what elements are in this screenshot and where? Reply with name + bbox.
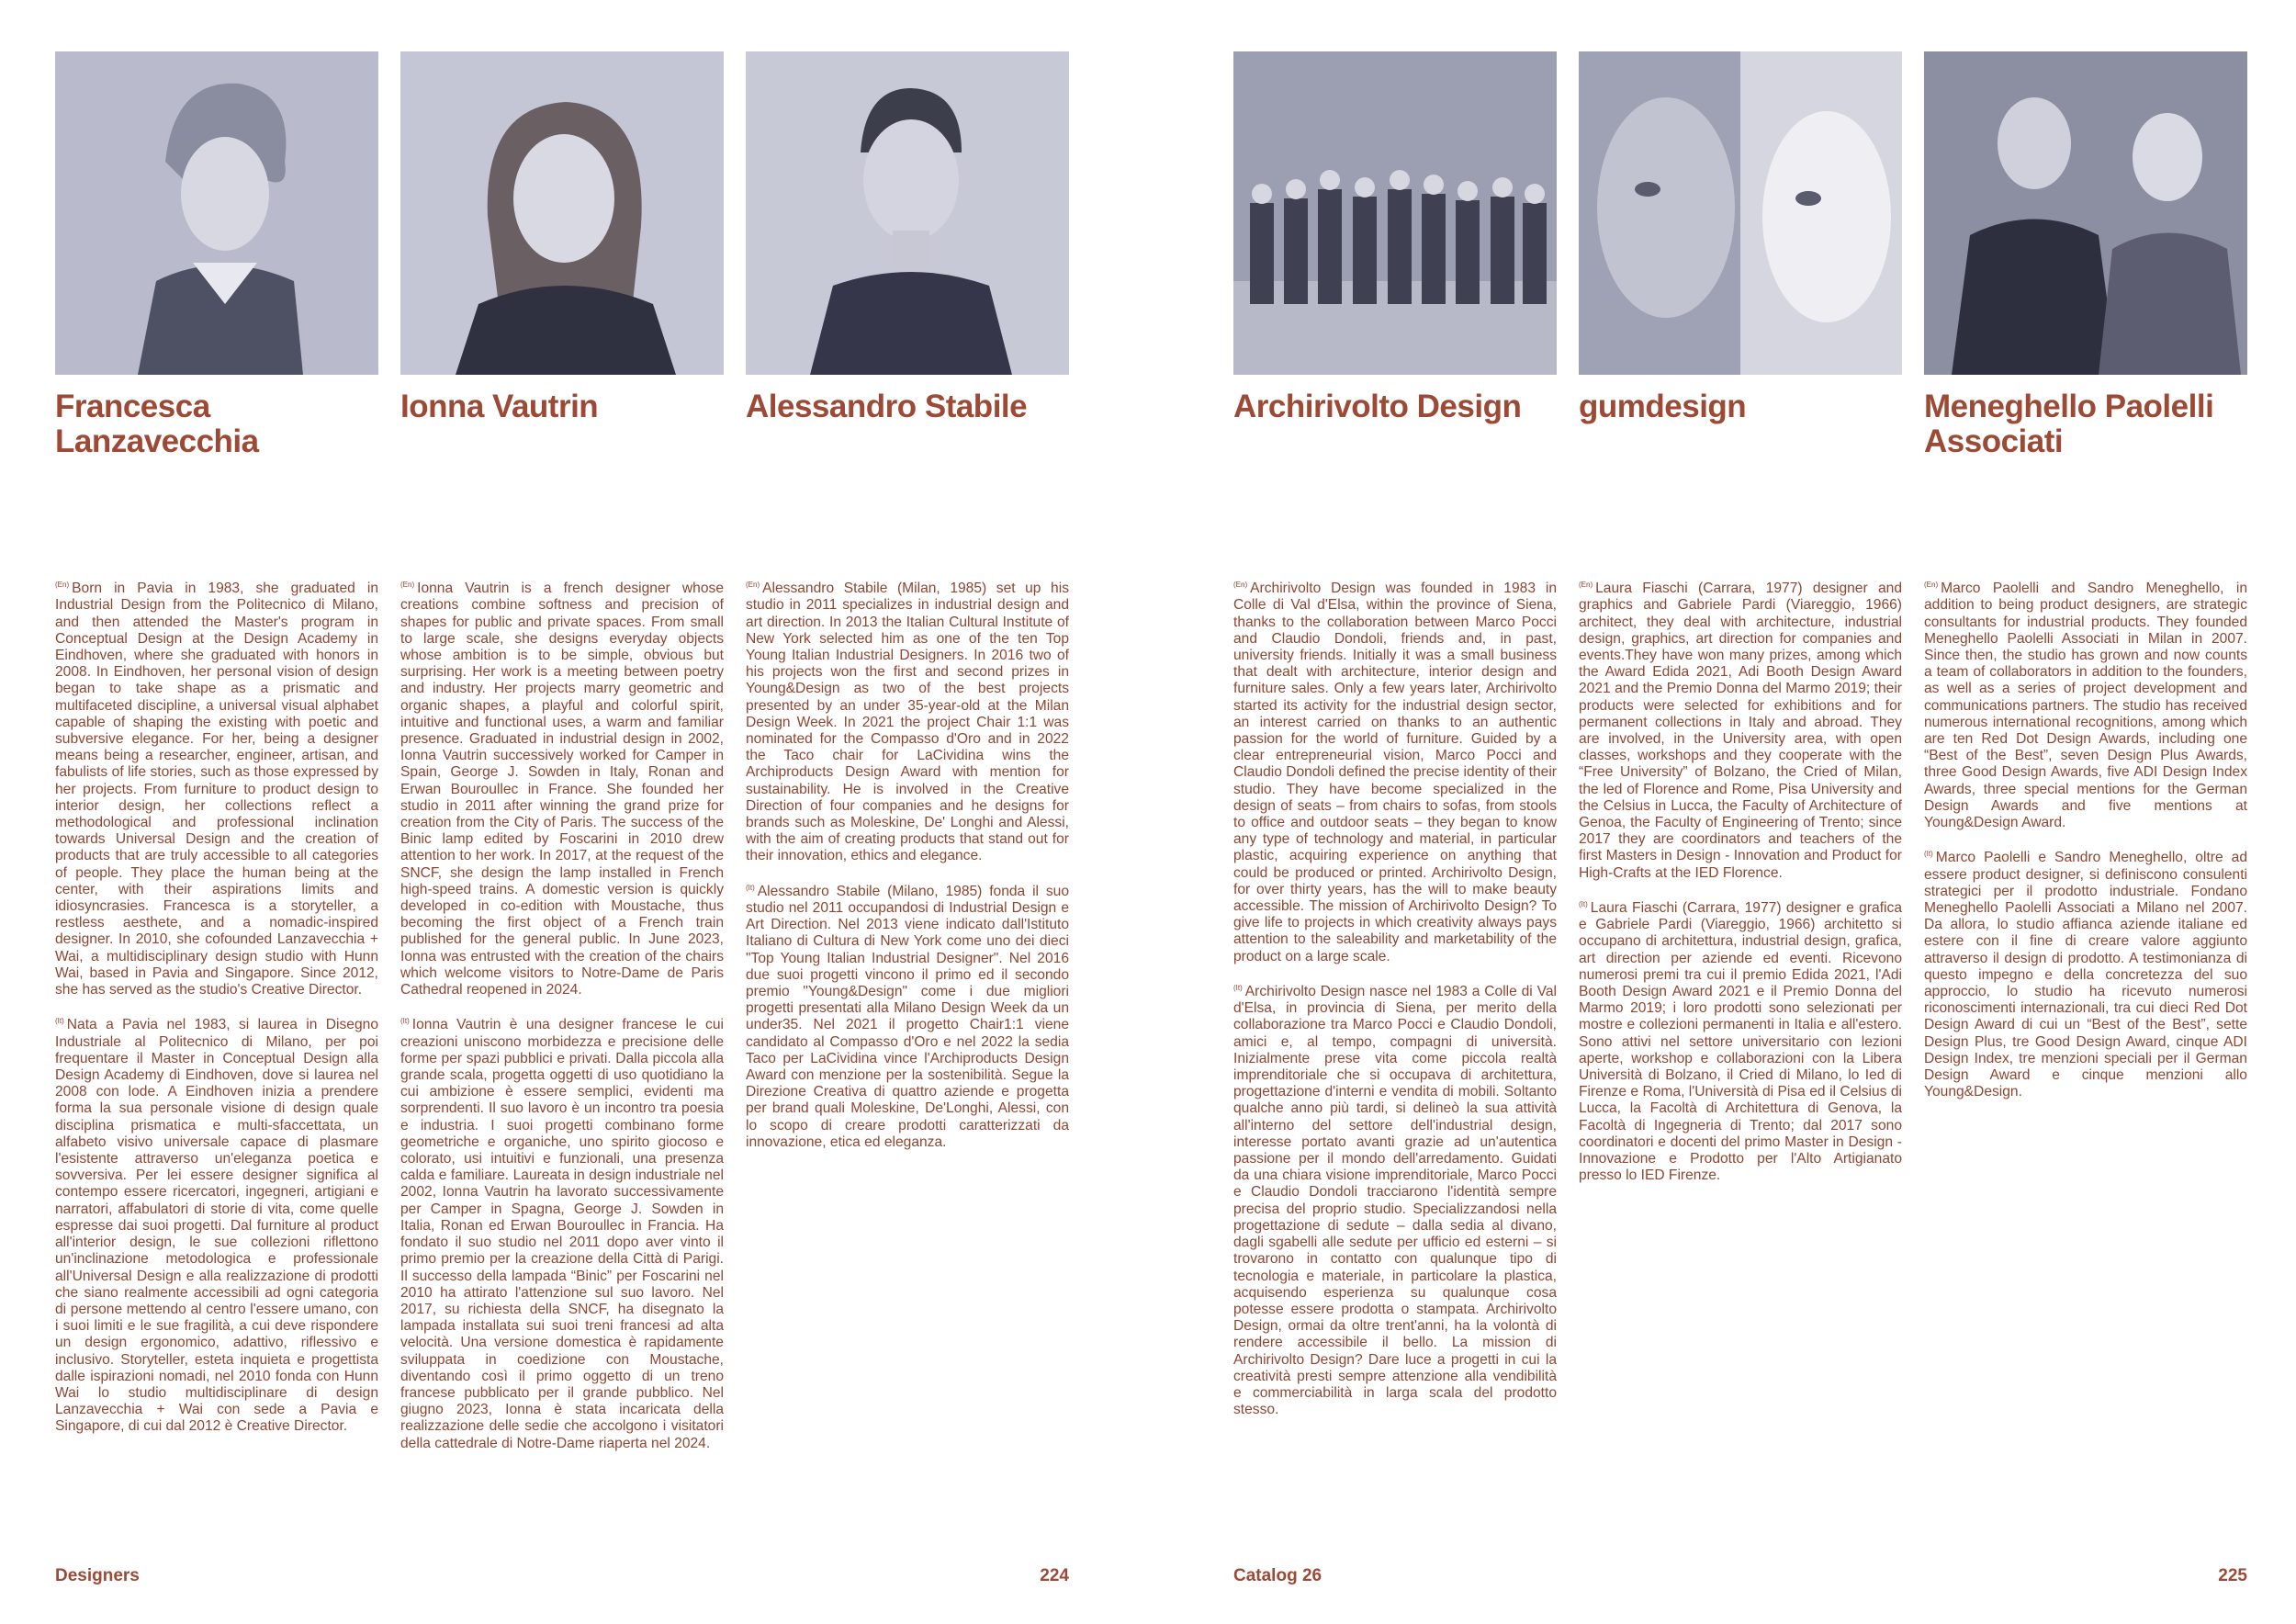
lang-tag-en: (En)	[746, 581, 760, 589]
footer-page-number-right: 225	[2218, 1566, 2247, 1585]
designer-bio	[746, 577, 1069, 1166]
bio-english: Archirivolto Design was founded in 1983 in Colle di Val d'Elsa, within the province of Siena, thanks to the collaboration between Marco Pocci and Claudio Dondoli, friends and, in past, university friends. Initially it was a small business that dealt with architecture, interior design and furniture sales. Only a few years later, Archirivolto started its activity for the industrial design sector, an interest carried on thanks to an authentic passion for the world of furniture. Guided by a clear entrepreneurial vision, Marco Pocci and Claudio Dondoli defined the precise identity of their studio. They have become specialized in the design of seats – from chairs to sofas, from stools to office and outdoor seats – they began to know any type of technology and material, in particular plastic, acquiring experience on anything that could be produced or printed. Archirivolto Design, for over thirty years, has the will to make beauty accessible. The mission of Archirivolto Design? To give life to projects in which creativity always pays attention to the saleability and marketability of the product on a large scale.	[1233, 581, 1557, 964]
footer-page-number-left: 224	[1040, 1566, 1069, 1585]
lang-tag-en: (En)	[1233, 581, 1248, 589]
francesca-lanzavecchia-photo	[55, 51, 378, 375]
bio-english: Laura Fiaschi (Carrara, 1977) designer and graphics and Gabriele Pardi (Viareggio, 1966) architect, they deal with architecture, industrial design, graphics, art direction for companies and events.They have won many prizes, among which the Award Edida 2021, Adi Booth Design Award 2021 and the Premio Donna del Marmo 2019; their products were selected for exhibitions and for permanent collections in Italy and abroad. They are involved, in the University area, with open classes, workshops and they cooperate with the “Free University” of Bolzano, the Cried of Milan, the led of Florence and Rome, Pisa University and the Celsius in Lucca, the Faculty of Architecture of Genoa, the Faculty of Engineering of Trento; since 2017 they are coordinators and teachers of the first Masters in Design - Innovation and Product for High-Crafts at the IED Florence.	[1579, 581, 1902, 881]
lang-tag-it: (It)	[1233, 983, 1243, 992]
alessandro-stabile-photo	[746, 51, 1069, 375]
footer-section-label-left: Designers	[55, 1566, 140, 1585]
bio-italian: Nata a Pavia nel 1983, si laurea in Disegno Industriale al Politecnico di Milano, per poi frequentare il Master in Conceptual Design alla Design Academy di Eindhoven, dove si laurea nel 2008 con lode. A Eindhoven inizia a prendere forma la sua personale visione di design quale disciplina prismatica e multi-sfaccettata, un alfabeto visivo universale capace di plasmare l'esistente attraverso un'eleganza poetica e sovversiva. Per lei essere designer significa al contempo essere ricercatori, ingegneri, artigiani e narratori, affabulatori di storie di vita, come quelle espresse dai suoi progetti. Dal furniture al product all'interior design, le sue collezioni riflettono un'inclinazione metodologica e professionale all'Universal Design e alla realizzazione di prodotti che siano realmente accessibili ad ogni categoria di persone mettendo al centro l'essere umano, con i suoi limiti e le sue fragilità, a cui deve rispondere un design ergonomico, adattivo, riflessivo e inclusivo. Storyteller, esteta inquieta e progettista dalle ispirazioni nomadi, nel 2010 fonda con Hunn Wai lo studio multidisciplinare di design Lanzavecchia + Wai con sede a Pavia e Singapore, di cui dal 2012 è Creative Director.	[55, 1017, 378, 1435]
designer-name: gumdesign	[1579, 389, 1747, 424]
designer-bio	[1579, 577, 1902, 1199]
bio-italian: Laura Fiaschi (Carrara, 1977) designer e grafica e Gabriele Pardi (Viareggio, 1966) architetto si occupano di architettura, industrial design, grafica, art direction per aziende ed eventi. Ricevono numerosi premi tra cui il premio Edida 2021, l'Adi Booth Design Award 2021 e il Premio Donna del Marmo 2019; i loro prodotti sono selezionati per mostre e collezioni permanenti in Italia e all'estero. Sono attivi nel settore universitario con lezioni aperte, workshop e collaborazioni con la Libera Università di Bolzano, il Cried di Milano, lo Ied di Firenze e Roma, l'Università di Pisa ed il Celsius di Lucca, la Facoltà di Architettura di Genova, la Facoltà di Ingegneria di Trento; dal 2017 sono coordinatori e docenti del primo Master in Design - Innovazione e Prodotto per l'Alto Artigianato presso lo IED Firenze.	[1579, 900, 1902, 1184]
designer-name: Meneghello Paolelli Associati	[1924, 389, 2214, 459]
designer-column-ionna-vautrin	[400, 51, 724, 1451]
lang-tag-it: (It)	[1924, 850, 1933, 859]
designer-bio	[1924, 577, 2247, 1115]
gumdesign-photo	[1579, 51, 1902, 375]
designer-column-meneghello-paolelli	[1924, 51, 2247, 1100]
designer-bio	[1233, 577, 1557, 1433]
portrait-smiling-woman-icon	[400, 51, 724, 375]
designer-name: Archirivolto Design	[1233, 389, 1522, 424]
lang-tag-it: (It)	[55, 1017, 64, 1026]
split-portrait-man-woman-icon	[1579, 51, 1902, 375]
designer-name: Alessandro Stabile	[746, 389, 1028, 424]
portrait-man-dark-shirt-icon	[746, 51, 1069, 375]
lang-tag-en: (En)	[1924, 581, 1939, 589]
designer-column-archirivolto-design	[1233, 51, 1557, 1418]
group-photo-studio-team-icon	[1233, 51, 1557, 375]
ionna-vautrin-photo	[400, 51, 724, 375]
lang-tag-it: (It)	[746, 883, 755, 892]
designer-column-francesca-lanzavecchia	[55, 51, 378, 1435]
footer-section-label-right: Catalog 26	[1233, 1566, 1322, 1585]
lang-tag-it: (It)	[400, 1017, 410, 1026]
designer-column-gumdesign	[1579, 51, 1902, 1184]
archirivolto-design-photo	[1233, 51, 1557, 375]
meneghello-paolelli-photo	[1924, 51, 2247, 375]
bio-italian: Marco Paolelli e Sandro Meneghello, oltre ad essere product designer, si definiscono consulenti strategici per il prodotto industriale. Fondano Meneghello Paolelli Associati a Milano nel 2007. Da allora, lo studio affianca aziende italiane ed estere con il fine di creare valore aggiunto attraverso il design di prodotto. A testimonianza di questo impegno e della concretezza del suo approccio, lo studio ha ricevuto numerosi riconoscimenti internazionali, tra cui dieci Red Dot Design Award di cui un “Best of the Best”, sette Design Plus, tre Good Design Award, cinque ADI Design Index, tre menzioni speciali per il German Design Award e cinque menzioni allo Young&Design.	[1924, 850, 2247, 1100]
lang-tag-it: (It)	[1579, 899, 1588, 908]
lang-tag-en: (En)	[400, 581, 415, 589]
lang-tag-en: (En)	[1579, 581, 1593, 589]
designer-column-alessandro-stabile	[746, 51, 1069, 1150]
bio-english: Alessandro Stabile (Milan, 1985) set up his studio in 2011 specializes in industrial design and art direction. In 2013 the Italian Cultural Institute of New York selected him as one of the ten Top Young Italian Industrial Designers. In 2016 two of his projects won the first and second prizes in Young&Design as two of the best projects presented by an under 35-year-old at the Milan Design Week. In 2021 the project Chair 1:1 was nominated for the Compasso d'Oro and in 2022 the Taco chair for LaCividina wins the Archiproducts Design Award with mention for sustainability. He is involved in the Creative Direction of four companies and he designs for brands such as Moleskine, De' Longhi and Alessi, with the aim of creating products that stand out for their innovation, ethics and elegance.	[746, 581, 1069, 864]
portrait-two-men-icon	[1924, 51, 2247, 375]
bio-english: Marco Paolelli and Sandro Meneghello, in addition to being product designers, are strategic consultants for industrial products. They founded Meneghello Paolelli Associati in Milan in 2007. Since then, the studio has grown and now counts a team of collaborators in addition to the founders, as well as a series of project development and communications partners. The studio has received numerous international recognitions, among which are ten Red Dot Design Awards, including one “Best of the Best”, seven Design Plus Awards, three Good Design Awards, five ADI Design Index Awards, three special mentions for the German Design Awards and five mentions at Young&Design Award.	[1924, 581, 2247, 831]
lang-tag-en: (En)	[55, 581, 70, 589]
designer-bio	[400, 577, 724, 1467]
bio-italian: Ionna Vautrin è una designer francese le cui creazioni uniscono morbidezza e precisione delle forme per spazi pubblici e privati. Dalla piccola alla grande scala, progetta oggetti di uso quotidiano la cui ambizione è essere semplici, evidenti ma sorprendenti. Il suo lavoro è un incontro tra poesia e industria. I suoi progetti combinano forme geometriche e organiche, uno spirito giocoso e colorato, usi intuitivi e funzionali, una presenza calda e familiare. Laureata in design industriale nel 2002, Ionna Vautrin ha lavorato successivamente per Camper in Spagna, George J. Sowden in Italia, Ronan ed Erwan Bouroullec in Francia. Ha fondato il suo studio nel 2011 dopo aver vinto il primo premio per la creazione della Città di Parigi. Il successo della lampada “Binic” per Foscarini nel 2010 ha attirato l'attenzione sul suo lavoro. Nel 2017, su richiesta della SNCF, ha disegnato la lampada installata sui suoi treni francesi ad alta velocità. Una versione domestica è rapidamente sviluppata in coedizione con Moustache, diventando così il primo oggetto di un treno francese pubblicato per il grande pubblico. Nel giugno 2023, Ionna è stata incaricata della realizzazione delle sedie che accolgono i visitatori della cattedrale di Notre-Dame riaperta nel 2024.	[400, 1017, 724, 1451]
bio-italian: Archirivolto Design nasce nel 1983 a Colle di Val d'Elsa, in provincia di Siena, per merito della collaborazione tra Marco Pocci e Claudio Dondoli, amici e, al tempo, compagni di università. Inizialmente prese vita come piccola realtà imprenditoriale che si occupava di architettura, progettazione d'interni e vendita di mobili. Soltanto qualche anno più tardi, si delineò la sua attività all'interno del settore dell'industrial design, interesse portato avanti grazie ad un'autentica passione per il mondo dell'arredamento. Guidati da una chiara visione imprenditoriale, Marco Pocci e Claudio Dondoli tracciarono l'identità sempre precisa del proprio studio. Specializzandosi nella progettazione di sedute – dalla sedia al divano, dagli sgabelli alle sedute per ufficio ed esterni – si trovarono in contatto con qualunque tipo di tecnologia e materiale, in particolare la plastica, acquisendo esperienza su qualunque cosa potesse essere prodotta o stampata. Archirivolto Design, ormai da oltre trent'anni, ha la volontà di rendere accessibile il bello. La mission di Archirivolto Design? Dare luce a progetti in cui la creatività presti sempre attenzione alla vendibilità e commerciabilità in larga scala del prodotto stesso.	[1233, 984, 1557, 1418]
bio-italian: Alessandro Stabile (Milano, 1985) fonda il suo studio nel 2011 occupandosi di Industrial Design e Art Direction. Nel 2013 viene indicato dall'Istituto Italiano di Cultura di New York come uno dei dieci "Top Young Italian Industrial Designer". Nel 2016 due suoi progetti vincono il primo ed il secondo premio "Young&Design" come i due migliori progetti presentati alla Milano Design Week da un under35. Nel 2021 il progetto Chair1:1 viene candidato al Compasso d'Oro e nel 2022 la sedia Taco per LaCividina vince l'Archiproducts Design Award con menzione per la sostenibilità. Segue la Direzione Creativa di quattro aziende e progetta per brand quali Moleskine, De'Longhi, Alessi, con lo scopo di creare prodotti caratterizzati da innovazione, etica ed eleganza.	[746, 883, 1069, 1150]
bio-english: Born in Pavia in 1983, she graduated in Industrial Design from the Politecnico di Milano, and then attended the Master's program in Conceptual Design at the Design Academy in Eindhoven, where she graduated with honors in 2008. In Eindhoven, her personal vision of design began to take shape as a prismatic and multifaceted discipline, a universal visual alphabet capable of shaping the existing with poetic and subversive elegance. For her, being a designer means being a researcher, engineer, artisan, and fabulists of life stories, such as those expressed by her projects. From furniture to product design to interior design, her collections reflect a methodological and professional inclination towards Universal Design and the creation of products that are truly accessible to all categories of people. They place the human being at the center, with their aspirations limits and idiosyncrasies. Francesca is a storyteller, a restless aesthete, and a nomadic-inspired designer. In 2010, she cofounded Lanzavecchia + Wai, a multidisciplinary design studio with Hunn Wai, based in Pavia and Singapore. Since 2012, she has served as the studio's Creative Director.	[55, 581, 378, 998]
bio-english: Ionna Vautrin is a french designer whose creations combine softness and precision of shapes for public and private spaces. From small to large scale, she designs everyday objects whose ambition is to be simple, obvious but surprising. Her work is a meeting between poetry and industry. Her projects marry geometric and organic shapes, a playful and colorful spirit, intuitive and functional uses, a warm and familiar presence. Graduated in industrial design in 2002, Ionna Vautrin successively worked for Camper in Spain, George J. Sowden in Italy, Ronan and Erwan Bouroullec in France. She founded her studio in 2011 after winning the grand prize for creation from the City of Paris. The success of the Binic lamp edited by Foscarini in 2010 drew attention to her work. In 2017, at the request of the SNCF, she design the lamp installed in French high-speed trains. A domestic version is quickly developed in co-edition with Moustache, thus becoming the first object of a French train published for the general public. In June 2023, Ionna was entrusted with the creation of the chairs which welcome visitors to Notre-Dame de Paris Cathedral reopened in 2024.	[400, 581, 724, 998]
designer-name: Ionna Vautrin	[400, 389, 599, 424]
designer-bio	[55, 577, 378, 1450]
designer-name: Francesca Lanzavecchia	[55, 389, 259, 459]
portrait-woman-headscarf-icon	[55, 51, 378, 375]
